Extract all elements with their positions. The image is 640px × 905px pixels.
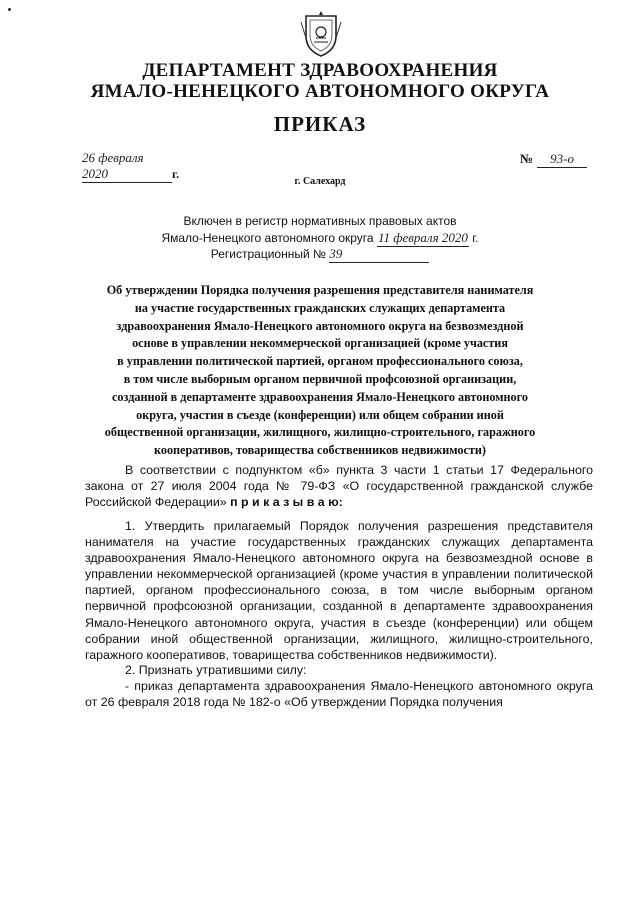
order-title-line: округа, участия в съезде (конференции) или общем собрании иной [136, 407, 504, 422]
scan-speck [8, 8, 11, 11]
preamble-command: п р и к а з ы в а ю: [230, 495, 343, 510]
order-title-line: основе в управлении некоммерческой организацией (кроме участия [132, 336, 508, 351]
order-title-line: созданной в департаменте здравоохранения Ямало-Ненецкого автономного [112, 389, 528, 404]
order-title-line: общественной организации, жилищного, жилищно-строительного, гаражного [104, 425, 536, 440]
preamble-paragraph [85, 462, 593, 510]
registry-line-3 [100, 246, 540, 263]
department-name-line-1: ДЕПАРТАМЕНТ ЗДРАВООХРАНЕНИЯ [142, 60, 498, 81]
registry-line-2 [100, 230, 540, 247]
order-title-line: Об утверждении Порядка получения разрешения представителя нанимателя [106, 283, 534, 297]
registry-line-1: Включен в регистр нормативных правовых актов [183, 214, 457, 228]
order-title-line: кооперативов, товарищества собственников недвижимости) [153, 443, 486, 458]
order-title-line: здравоохранения Ямало-Ненецкого автономного округа на безвозмездной [116, 318, 524, 333]
registry-region: Ямало-Ненецкого автономного округа [161, 231, 374, 245]
order-number-label: № [520, 151, 534, 166]
order-number [520, 150, 587, 168]
order-title-line: в управлении политической партией, органом профессионального союза, [117, 354, 523, 369]
registry-date-suffix: г. [472, 231, 479, 245]
order-title-line: в том числе выборным органом первичной профсоюзной организации, [123, 371, 517, 386]
order-item-2: 2. Признать утратившими силу: [125, 663, 307, 677]
registry-number-handwritten: 39 [329, 246, 429, 263]
order-item-2-subitem: - приказ департамента здравоохранения Ямало-Ненецкого автономного округа от 26 февраля 2018 года № 182-о «Об утверждении Порядка получения [85, 679, 593, 710]
order-number-handwritten: 93-о [537, 151, 587, 168]
city-name: г. Салехард [294, 176, 346, 187]
document-type: ПРИКАЗ [273, 112, 367, 136]
order-title-line: на участие государственных гражданских служащих департамента [134, 300, 506, 315]
coat-of-arms-icon [300, 8, 342, 58]
department-name-line-2: ЯМАЛО-НЕНЕЦКОГО АВТОНОМНОГО ОКРУГА [90, 81, 550, 102]
preamble-text: В соответствии с подпунктом «б» пункта 3 части 1 статьи 17 Федерального закона от 27 июля 2004 года № 79-ФЗ «О государственной гражданской службе Российской Федерации» [85, 463, 593, 510]
registry-number-label: Регистрационный № [210, 247, 326, 261]
order-item-1: 1. Утвердить прилагаемый Порядок получения разрешения представителя нанимателя на участие государственных гражданских служащих департамента здравоохранения Ямало-Ненецкого автономного округа на безвозмездной основе в управлении некоммерческой организацией (кроме участия в управлении политической партией, органом профессионального союза, в том числе выборным органом первичной профсоюзной организации, созданной в департаменте здравоохранения Ямало-Ненецкого автономного округа, участия в съезде (конференции) или общем собрании иной общественной организации, жилищного, жилищно-строительного, гаражного кооперативов, товарищества собственников недвижимости). [85, 519, 593, 662]
order-date-suffix: г. [172, 167, 180, 181]
registry-date-handwritten: 11 февраля 2020 [377, 230, 468, 245]
order-date-handwritten: 26 февраля 2020 [82, 150, 172, 183]
order-title [70, 282, 570, 460]
